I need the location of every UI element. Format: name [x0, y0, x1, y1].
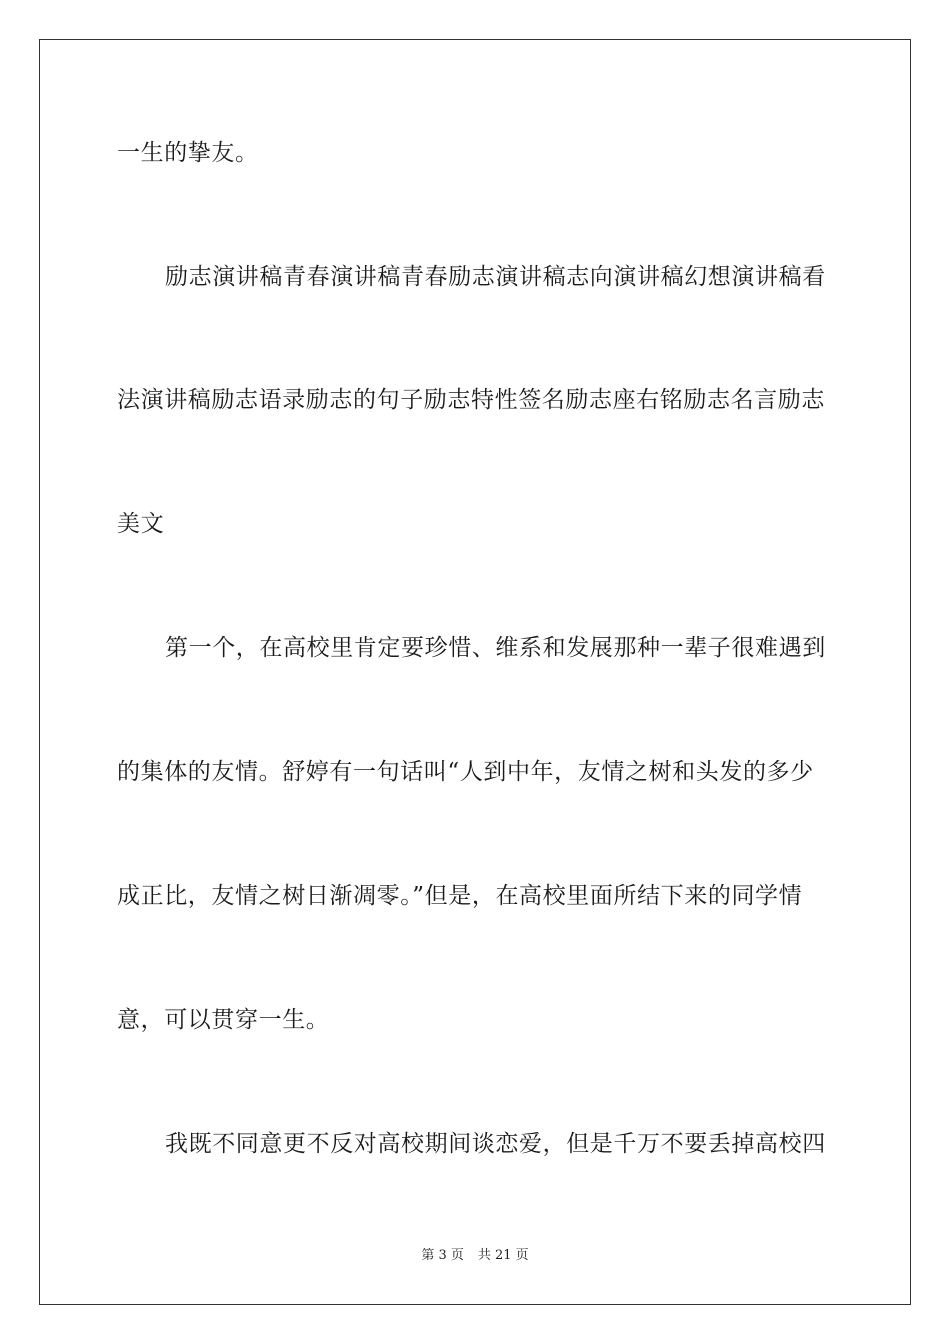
paragraph-line: 第一个，在高校里肯定要珍惜、维系和发展那种一辈子很难遇到: [165, 635, 826, 661]
page-footer: [0, 1247, 950, 1265]
paragraph-line: 我既不同意更不反对高校期间谈恋爱，但是千万不要丢掉高校四: [165, 1131, 826, 1157]
page-number: 第 3 页: [421, 1248, 464, 1263]
page-total: 共 21 页: [477, 1248, 529, 1263]
paragraph-line: 的集体的友情。舒婷有一句话叫“人到中年，友情之树和头发的多少: [117, 759, 814, 785]
paragraph-line: 美文: [117, 511, 165, 537]
paragraph-line: 成正比，友情之树日渐凋零。”但是，在高校里面所结下来的同学情: [117, 883, 803, 909]
paragraph-line: 一生的挚友。: [117, 140, 259, 166]
paragraph-line: 励志演讲稿青春演讲稿青春励志演讲稿志向演讲稿幻想演讲稿看: [165, 264, 826, 290]
paragraph-line: 法演讲稿励志语录励志的句子励志特性签名励志座右铭励志名言励志: [117, 387, 825, 413]
page-border: [39, 39, 911, 1305]
paragraph-line: 意，可以贯穿一生。: [117, 1007, 330, 1033]
